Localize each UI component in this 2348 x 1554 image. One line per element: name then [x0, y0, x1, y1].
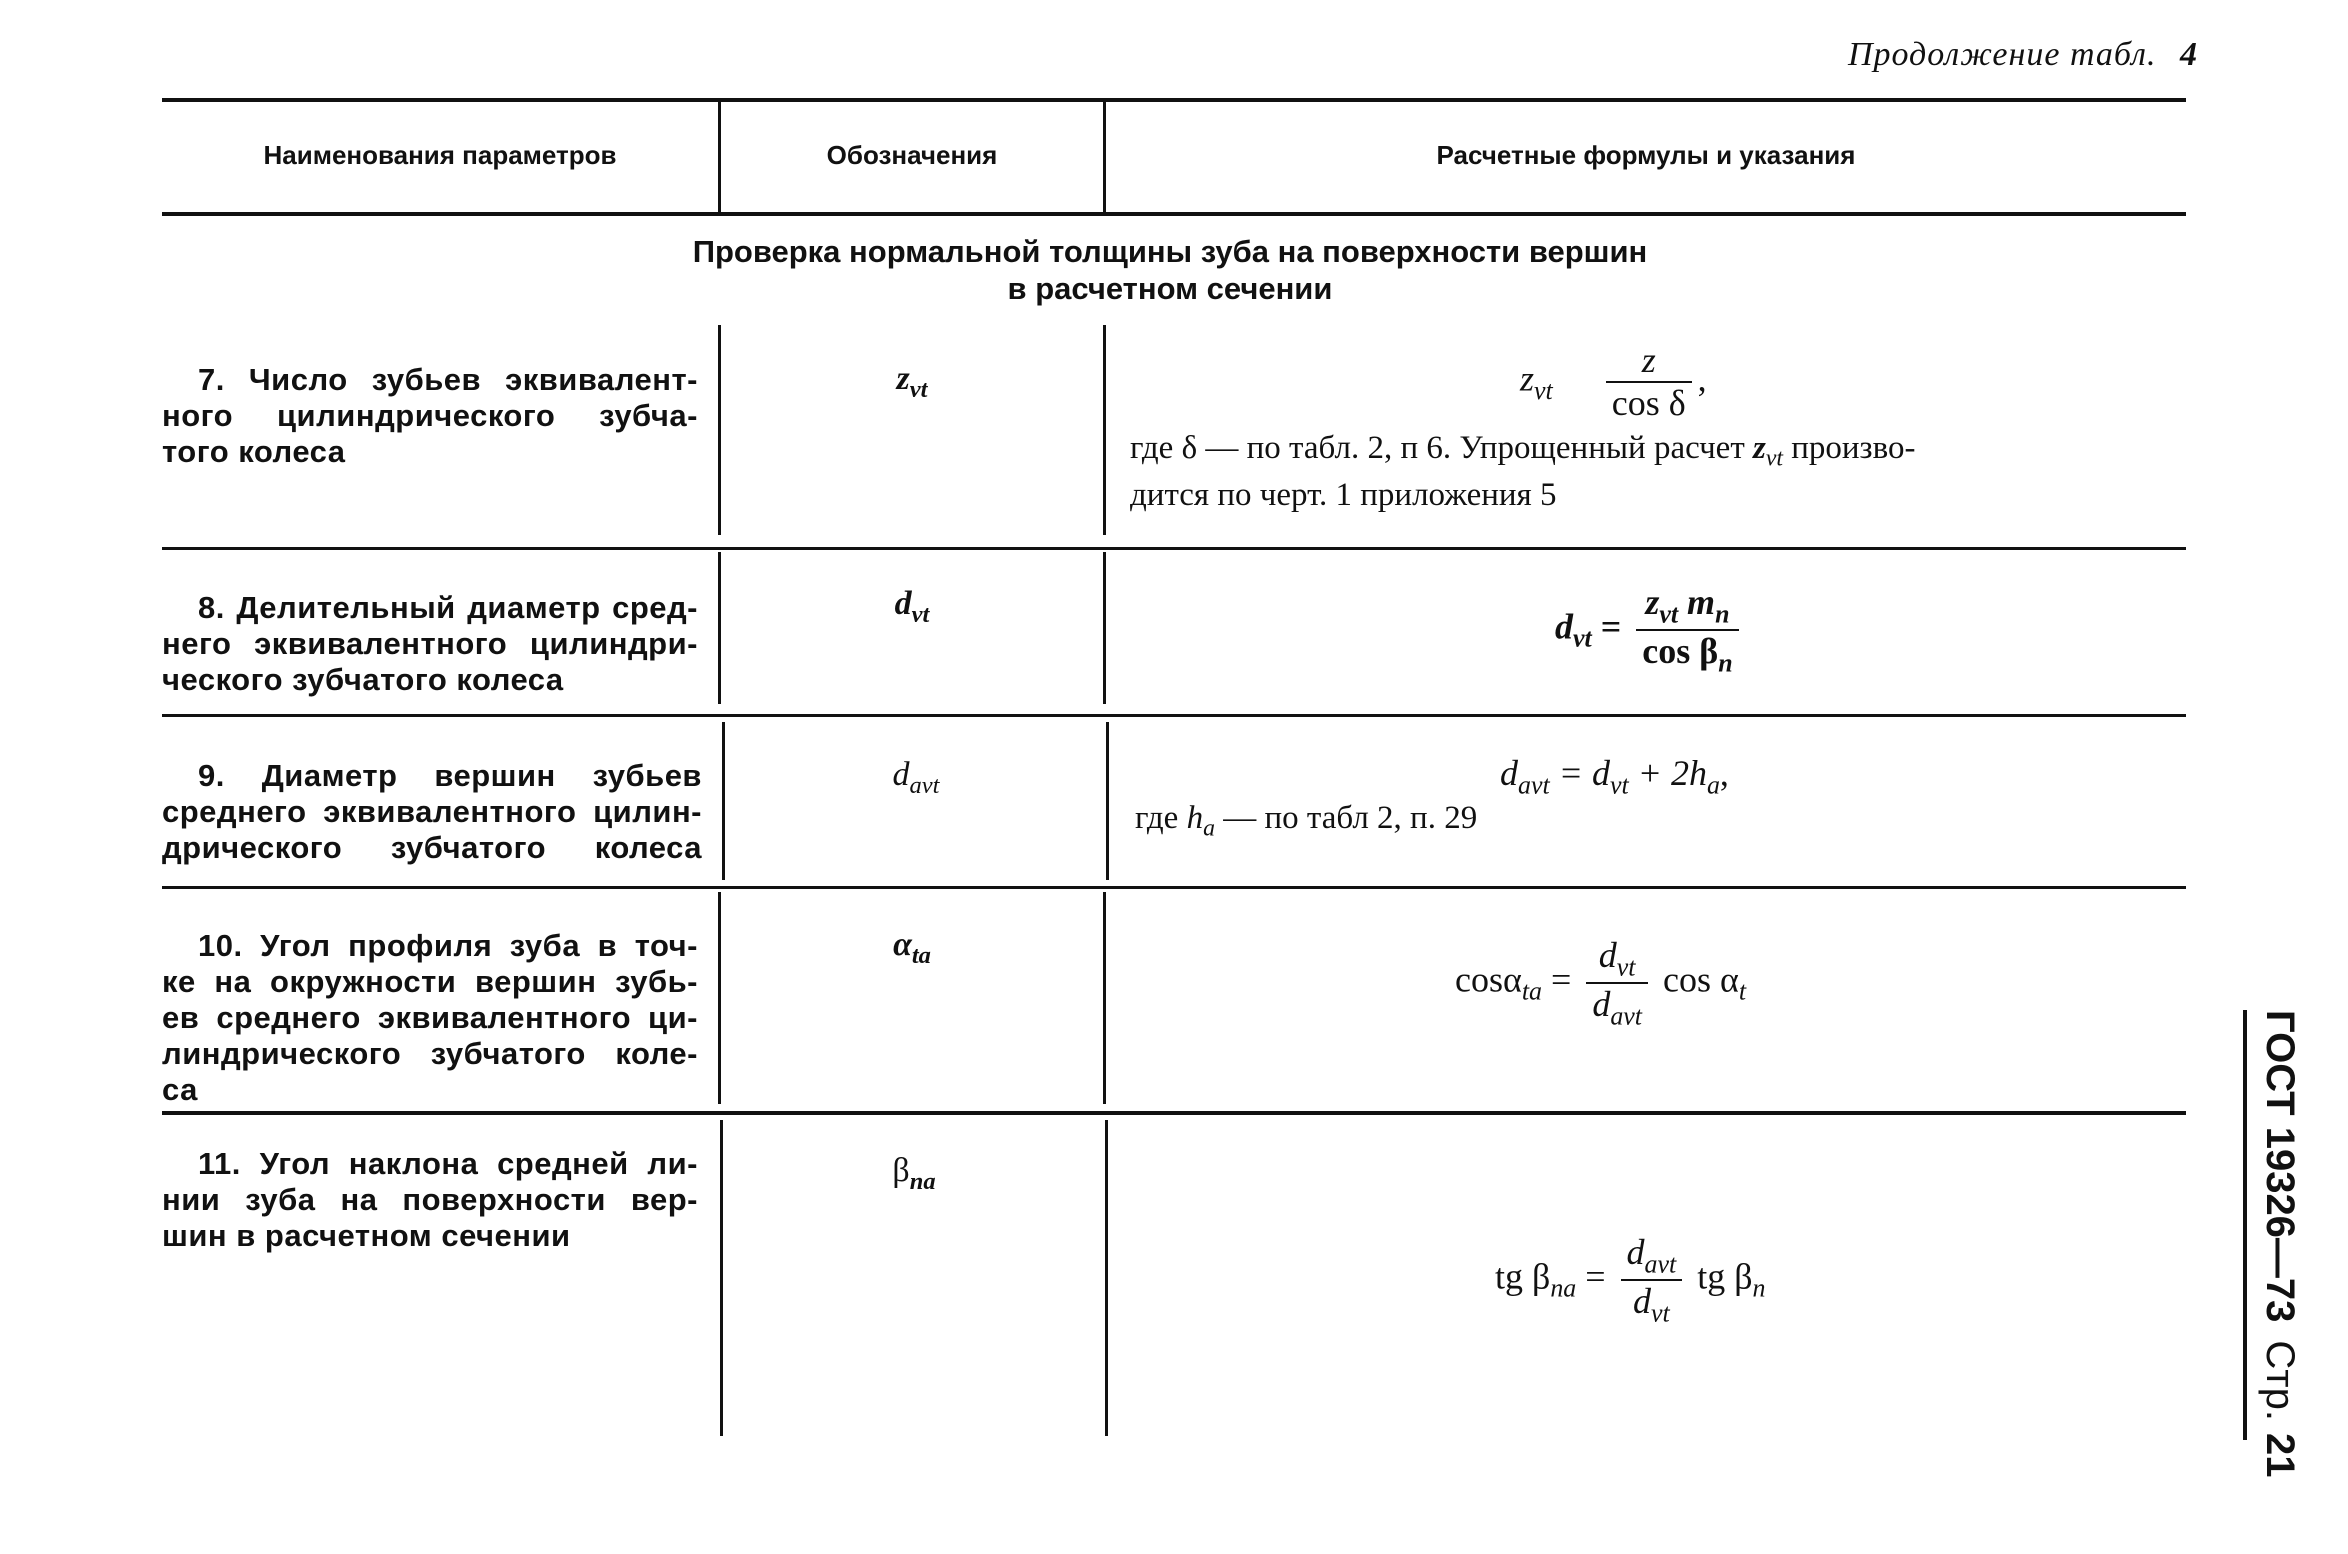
row-9-parameter: [162, 758, 702, 866]
row-9-parameter-line-3: дрического зубчатого колеса: [162, 830, 702, 865]
row-11-fraction: $\frac{d_{avt}}{d_{vt}}$: [1621, 1232, 1683, 1328]
row-10-parameter-line-5: са: [162, 1072, 198, 1107]
row-7-note: где δ — по табл. 2, п 6. Упрощенный расчет $z_{vt}$ произво- дится по черт. 1 приложения 5: [1130, 430, 1916, 513]
column-header-symbols: Обозначения: [826, 140, 998, 170]
row-10-fraction: $\frac{d_{vt}}{d_{avt}}$: [1586, 935, 1648, 1031]
header-bottom-rule: [162, 212, 2186, 216]
row-9-note: где $h_a$ — по табл 2, п. 29: [1135, 800, 1478, 842]
row-11-parameter-line-1: 11. Угол наклона средней ли-: [198, 1146, 698, 1181]
row-10-formula: cosα$_{ta}$ = $\frac{d_{vt}}{d_{avt}}$ $\cos \alpha_t$: [1455, 935, 1747, 1031]
section-title-line-2: в расчетном сечении: [1007, 270, 1333, 306]
row-11-divider-2: [1105, 1120, 1108, 1436]
row-10-bottom-rule: [162, 1111, 2186, 1115]
row-10-symbol: $\alpha_{ta}$: [893, 926, 931, 969]
row-10-parameter-line-2: ке на окружности вершин зубь-: [162, 964, 698, 999]
row-7-parameter-line-2: ного цилиндрического зубча-: [162, 398, 698, 433]
row-7-divider-2: [1103, 325, 1106, 535]
row-8-symbol: $d_{vt}$: [894, 585, 930, 628]
table-number: 4: [2180, 36, 2198, 73]
continuation-text: Продолжение табл.: [1847, 36, 2157, 73]
row-9-symbol: $d_{avt}$: [892, 756, 940, 799]
row-7-symbol: $z_{vt}$: [896, 360, 928, 403]
row-8-fraction: $\frac{z_{vt} m_n}{\cos \beta_n}$: [1636, 582, 1738, 678]
row-8-parameter-line-3: ческого зубчатого колеса: [162, 662, 564, 697]
row-7-formula: $z_{vt}$ $\frac{z}{\text{cos δ}}$ ,: [1520, 340, 1707, 424]
row-11-symbol: $\beta_{na}$: [892, 1152, 936, 1195]
row-11-parameter: [162, 1146, 698, 1254]
row-8-parameter-line-2: него эквивалентного цилиндри-: [162, 626, 698, 661]
row-9-parameter-line-1: 9. Диаметр вершин зубьев: [198, 758, 702, 793]
row-9-formula: $d_{avt} = d_{vt} + 2h_a$,: [1500, 753, 1729, 800]
row-7-bottom-rule: [162, 547, 2186, 550]
margin-standard-label: [2250, 1010, 2310, 1478]
row-8-divider-2: [1103, 552, 1106, 704]
row-8-formula: $d_{vt}$ = $\frac{z_{vt} m_n}{\cos \beta_n}$: [1555, 582, 1745, 678]
row-8-parameter-line-1: 8. Делительный диаметр сред-: [198, 590, 698, 625]
section-title: [560, 234, 1780, 307]
row-10-divider-1: [718, 892, 721, 1104]
row-9-divider-2: [1106, 722, 1109, 880]
row-8-bottom-rule: [162, 714, 2186, 717]
row-9-parameter-line-2: среднего эквивалентного цилин-: [162, 794, 702, 829]
table-continuation-caption: [1848, 36, 2198, 74]
row-8-parameter: [162, 590, 698, 698]
row-11-parameter-line-3: шин в расчетном сечении: [162, 1218, 571, 1253]
row-9-divider-1: [722, 722, 725, 880]
row-10-parameter: [162, 928, 698, 1108]
row-7-parameter-line-3: того колеса: [162, 434, 346, 469]
row-11-formula: tg $\beta_{na}$ = $\frac{d_{avt}}{d_{vt}}$ tg $\beta_n$: [1495, 1232, 1766, 1328]
page-number: 21: [2258, 1433, 2302, 1478]
column-header-parameters: Наименования параметров: [263, 140, 617, 170]
standard-number: ГОСТ 19326—73: [2258, 1010, 2302, 1323]
row-10-parameter-line-3: ев среднего эквивалентного ци-: [162, 1000, 698, 1035]
row-7-parameter: [162, 362, 698, 470]
column-header-formulas: Расчетные формулы и указания: [1436, 140, 1856, 170]
row-7-fraction: $\frac{z}{\text{cos δ}}$: [1606, 340, 1692, 425]
row-11-parameter-line-2: нии зуба на поверхности вер-: [162, 1182, 698, 1217]
row-7-parameter-line-1: 7. Число зубьев эквивалент-: [198, 362, 698, 397]
page-label: Стр.: [2258, 1340, 2302, 1421]
row-10-divider-2: [1103, 892, 1106, 1104]
row-10-parameter-line-4: линдрического зубчатого коле-: [162, 1036, 698, 1071]
row-9-bottom-rule: [162, 886, 2186, 889]
row-10-parameter-line-1: 10. Угол профиля зуба в точ-: [198, 928, 698, 963]
table-top-rule: [162, 98, 2186, 102]
row-7-divider-1: [718, 325, 721, 535]
section-title-line-1: Проверка нормальной толщины зуба на поверхности вершин: [692, 234, 1648, 269]
sidebar-rule: [2243, 1010, 2247, 1440]
